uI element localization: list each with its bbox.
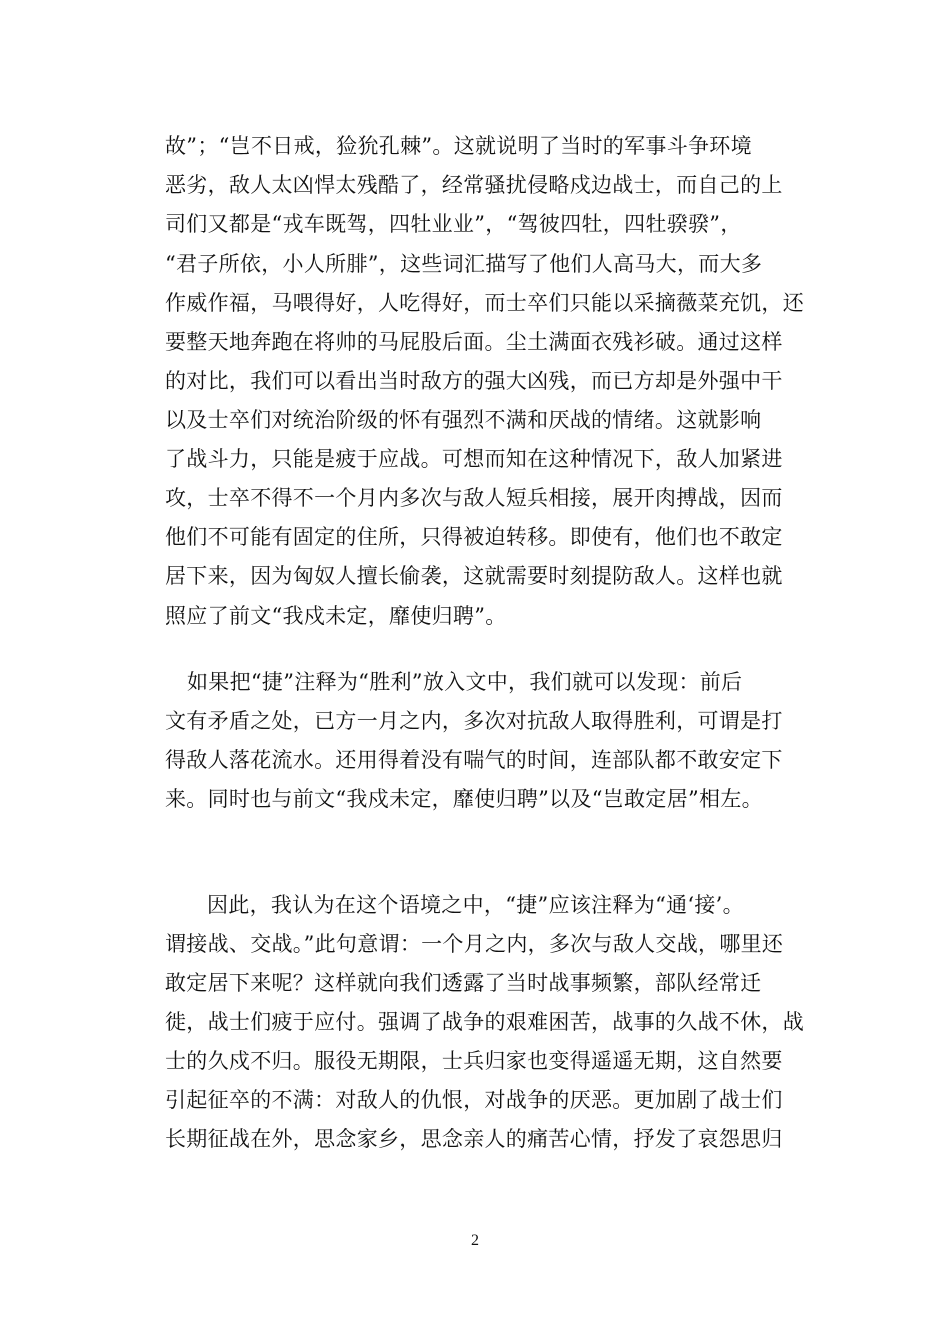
text-line: 士的久戍不归。服役无期限，士兵归家也变得遥遥无期，这自然要 [165,1049,783,1073]
text-line: 来。同时也与前文“我戍未定，靡使归聘”以及“岂敢定居”相左。 [165,787,763,811]
text-line: 因此，我认为在这个语境之中，“捷”应该注释为“通‘接’。 [207,893,744,917]
text-line: 敢定居下来呢？这样就向我们透露了当时战事频繁，部队经常迁 [165,971,762,995]
text-line: 文有矛盾之处，已方一月之内，多次对抗敌人取得胜利，可谓是打 [165,709,783,733]
text-line: 得敌人落花流水。还用得着没有喘气的时间，连部队都不敢安定下 [165,748,783,772]
text-line: 要整天地奔跑在将帅的马屁股后面。尘土满面衣残衫破。通过这样 [165,330,783,354]
text-line: 照应了前文“我戍未定，靡使归聘”。 [165,604,507,628]
text-line: 作威作福，马喂得好，人吃得好，而士卒们只能以采摘薇菜充饥，还 [165,291,804,315]
text-line: 了战斗力，只能是疲于应战。可想而知在这种情况下，敌人加紧进 [165,447,783,471]
text-line: 攻，士卒不得不一个月内多次与敌人短兵相接，展开肉搏战，因而 [165,486,783,510]
text-line: 引起征卒的不满：对敌人的仇恨，对战争的厌恶。更加剧了战士们 [165,1088,783,1112]
text-line: 故”；“岂不日戒，猃狁孔棘”。这就说明了当时的军事斗争环境 [165,134,752,158]
text-line: 如果把“捷”注释为“胜利”放入文中，我们就可以发现：前后 [187,670,743,694]
text-line: 的对比，我们可以看出当时敌方的强大凶残，而已方却是外强中干 [165,369,783,393]
text-line: 居下来，因为匈奴人擅长偷袭，这就需要时刻提防敌人。这样也就 [165,564,783,588]
text-line: 谓接战、交战。”此句意谓：一个月之内，多次与敌人交战，哪里还 [165,932,784,956]
text-line: “君子所依，小人所腓”，这些词汇描写了他们人高马大，而大多 [165,252,763,276]
text-line: 徙，战士们疲于应付。强调了战争的艰难困苦，战事的久战不休，战 [165,1010,804,1034]
text-line: 以及士卒们对统治阶级的怀有强烈不满和厌战的情绪。这就影响 [165,408,762,432]
text-line: 他们不可能有固定的住所，只得被迫转移。即使有，他们也不敢定 [165,525,783,549]
text-line: 恶劣，敌人太凶悍太残酷了，经常骚扰侵略戍边战士，而自己的上 [165,173,783,197]
page-number: 2 [471,1232,479,1249]
text-line: 司们又都是“戎车既驾，四牡业业”，“驾彼四牡，四牡骙骙”， [165,212,742,236]
text-line: 长期征战在外，思念家乡，思念亲人的痛苦心情，抒发了哀怨思归 [165,1127,783,1151]
